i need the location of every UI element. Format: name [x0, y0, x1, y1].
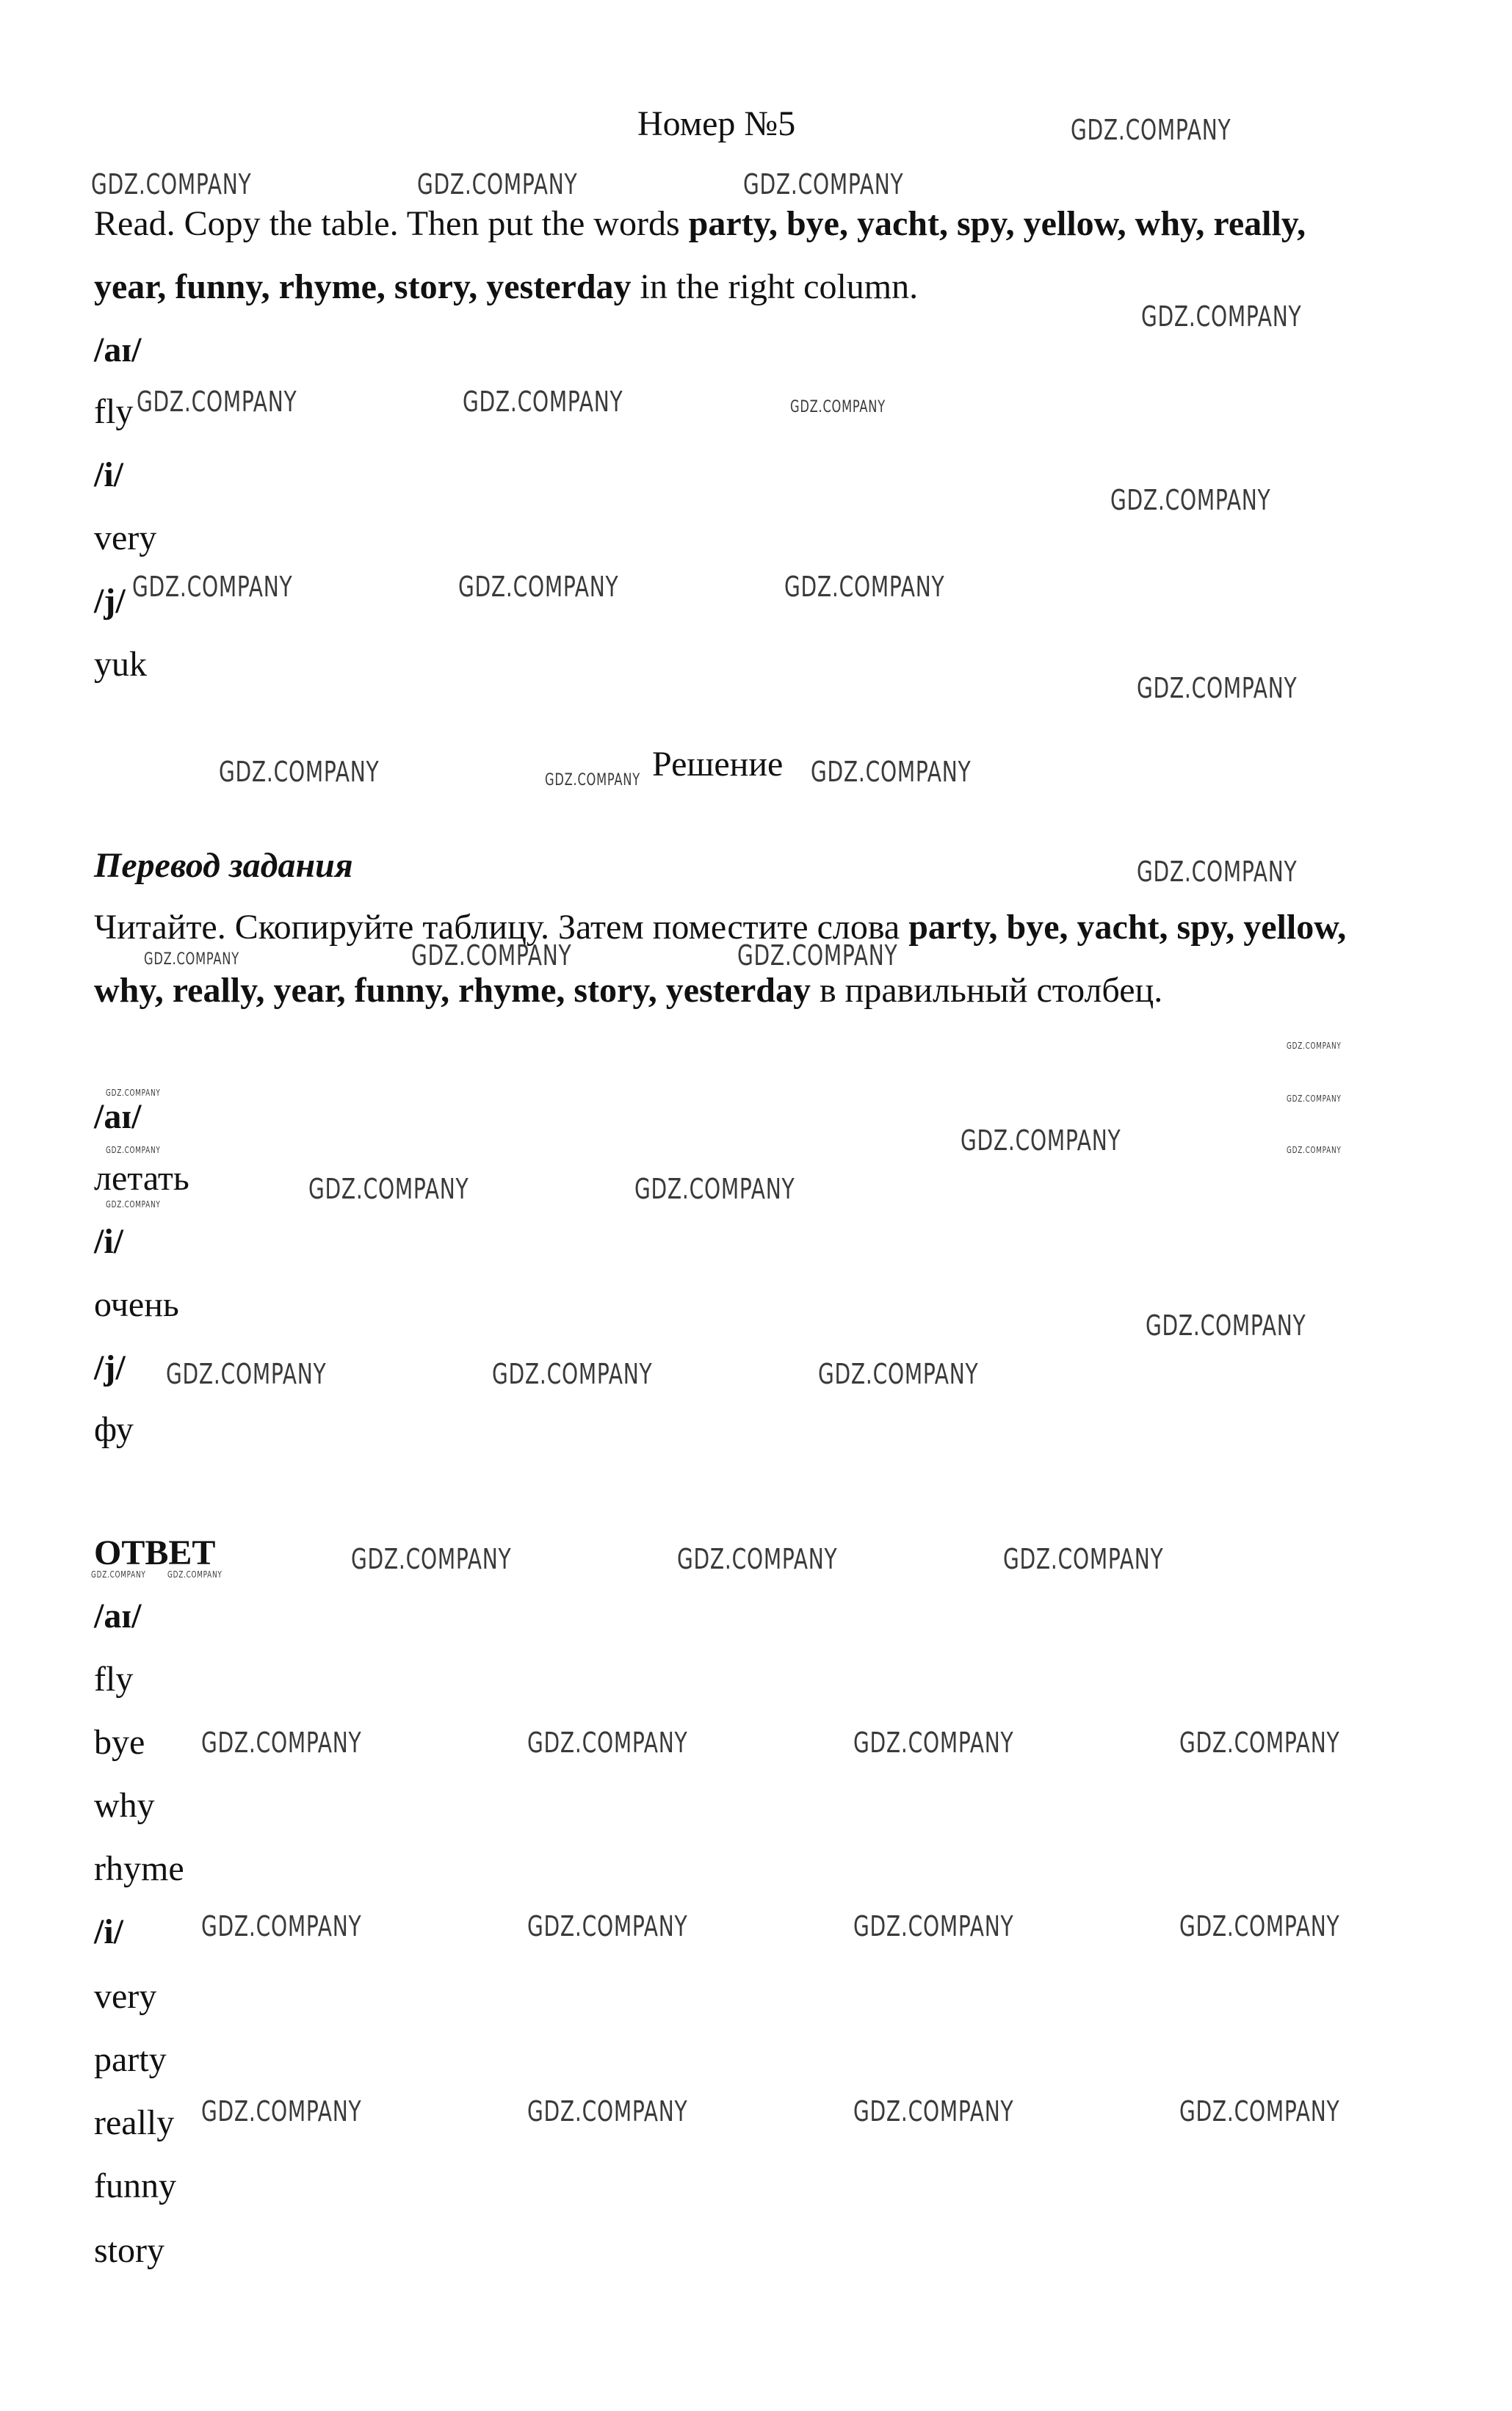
watermark: GDZ.COMPANY: [1179, 2095, 1340, 2128]
watermark: GDZ.COMPANY: [463, 386, 623, 418]
watermark: GDZ.COMPANY: [144, 950, 239, 969]
translation-column-ai-label: /aɪ/: [94, 1097, 142, 1136]
watermark: GDZ.COMPANY: [492, 1358, 653, 1390]
watermark: GDZ.COMPANY: [411, 939, 572, 972]
watermark: GDZ.COMPANY: [106, 1199, 161, 1210]
watermark: GDZ.COMPANY: [1179, 1727, 1340, 1759]
watermark: GDZ.COMPANY: [853, 2095, 1014, 2128]
watermark: GDZ.COMPANY: [201, 1910, 362, 1942]
watermark: GDZ.COMPANY: [1110, 484, 1271, 516]
task-column-ai-label: /aɪ/: [94, 330, 142, 369]
watermark: GDZ.COMPANY: [201, 1727, 362, 1759]
watermark: GDZ.COMPANY: [743, 168, 904, 200]
watermark: GDZ.COMPANY: [106, 1088, 161, 1098]
translation-heading: Перевод задания: [94, 846, 353, 885]
answer-ai-word: rhyme: [94, 1849, 184, 1888]
answer-ai-label: /aɪ/: [94, 1597, 142, 1635]
answer-ai-word: why: [94, 1786, 155, 1825]
watermark: GDZ.COMPANY: [790, 398, 886, 416]
watermark: GDZ.COMPANY: [634, 1173, 795, 1205]
translation-word-list: party, bye, yacht, spy, yellow, why, really, year, funny, rhyme, story, yesterday: [94, 908, 1347, 1010]
watermark: GDZ.COMPANY: [1071, 114, 1231, 146]
watermark: GDZ.COMPANY: [527, 1727, 688, 1759]
watermark: GDZ.COMPANY: [677, 1543, 838, 1575]
translation-lead: Читайте. Скопируйте таблицу. Затем поместите слова: [94, 908, 909, 947]
task-column-j-label: /j/: [94, 582, 126, 621]
watermark: GDZ.COMPANY: [1137, 856, 1298, 888]
solution-heading: Решение: [652, 745, 784, 784]
page-title: Номер №5: [637, 104, 796, 143]
watermark: GDZ.COMPANY: [91, 1569, 146, 1580]
answer-i-word: very: [94, 1977, 157, 2016]
watermark: GDZ.COMPANY: [1141, 300, 1302, 333]
task-lead: Read. Copy the table. Then put the words: [94, 204, 689, 243]
answer-heading: ОТВЕТ: [94, 1533, 216, 1572]
watermark: GDZ.COMPANY: [853, 1910, 1014, 1942]
watermark: GDZ.COMPANY: [201, 2095, 362, 2128]
task-column-ai-example: fly: [94, 392, 134, 431]
watermark: GDZ.COMPANY: [91, 168, 252, 200]
answer-i-label: /i/: [94, 1912, 124, 1951]
watermark: GDZ.COMPANY: [351, 1543, 512, 1575]
watermark: GDZ.COMPANY: [219, 756, 380, 788]
watermark: GDZ.COMPANY: [545, 771, 640, 789]
answer-i-word: really: [94, 2103, 175, 2142]
translation-column-j-example: фу: [94, 1410, 134, 1449]
task-word-list: party, bye, yacht, spy, yellow, why, really, year, funny, rhyme, story, yesterday: [94, 204, 1306, 306]
watermark: GDZ.COMPANY: [1179, 1910, 1340, 1942]
translation-column-i-label: /i/: [94, 1222, 124, 1261]
watermark: GDZ.COMPANY: [308, 1173, 469, 1205]
task-tail: in the right column.: [631, 267, 919, 306]
translation-tail: в правильный столбец.: [810, 971, 1163, 1010]
answer-ai-word: bye: [94, 1723, 145, 1762]
watermark: GDZ.COMPANY: [811, 756, 972, 788]
watermark: GDZ.COMPANY: [1137, 672, 1298, 704]
watermark: GDZ.COMPANY: [167, 1569, 223, 1580]
task-column-i-label: /i/: [94, 455, 124, 494]
watermark: GDZ.COMPANY: [784, 571, 945, 603]
watermark: GDZ.COMPANY: [137, 386, 297, 418]
watermark: GDZ.COMPANY: [737, 939, 898, 972]
watermark: GDZ.COMPANY: [1146, 1309, 1306, 1342]
watermark: GDZ.COMPANY: [417, 168, 578, 200]
task-column-j-example: yuk: [94, 645, 147, 684]
watermark: GDZ.COMPANY: [106, 1145, 161, 1155]
watermark: GDZ.COMPANY: [1287, 1041, 1342, 1051]
task-column-i-example: very: [94, 518, 157, 557]
translation-column-ai-example: летать: [94, 1159, 189, 1198]
watermark: GDZ.COMPANY: [166, 1358, 327, 1390]
watermark: GDZ.COMPANY: [458, 571, 619, 603]
translation-column-j-label: /j/: [94, 1348, 126, 1387]
watermark: GDZ.COMPANY: [853, 1727, 1014, 1759]
translation-column-i-example: очень: [94, 1285, 179, 1324]
watermark: GDZ.COMPANY: [1287, 1094, 1342, 1104]
watermark: GDZ.COMPANY: [527, 1910, 688, 1942]
watermark: GDZ.COMPANY: [818, 1358, 979, 1390]
answer-i-word: funny: [94, 2166, 176, 2205]
watermark: GDZ.COMPANY: [961, 1124, 1121, 1157]
answer-i-word: story: [94, 2231, 164, 2270]
watermark: GDZ.COMPANY: [1287, 1145, 1342, 1155]
answer-i-word: party: [94, 2040, 167, 2079]
watermark: GDZ.COMPANY: [1003, 1543, 1164, 1575]
watermark: GDZ.COMPANY: [527, 2095, 688, 2128]
answer-ai-word: fly: [94, 1660, 134, 1699]
watermark: GDZ.COMPANY: [132, 571, 293, 603]
